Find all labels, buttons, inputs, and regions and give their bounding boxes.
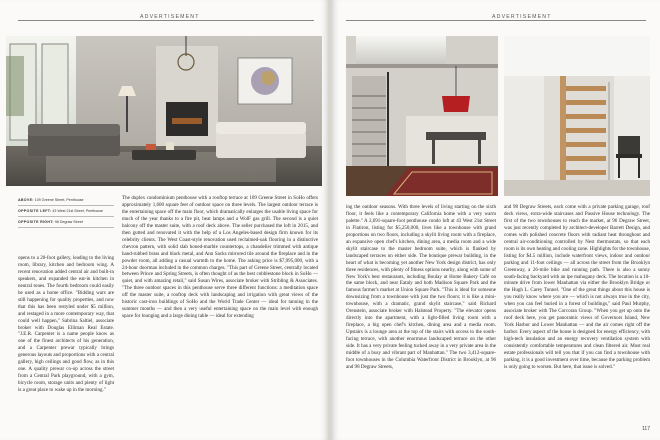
right-header-rule (346, 20, 646, 21)
staircase-illustration (346, 36, 498, 196)
caption-opposite-left: OPPOSITE LEFT: 43 West 21st Street, Penthouse (18, 206, 114, 217)
photo-caption-block (18, 195, 114, 228)
article-text: opens to a 20-foot gallery, leading to the living room, library, kitchen and bedroom wing. A recent renovation added central air and built-in speakers, and expanded the eat-in kitchen in neutral tones. The fourth bedroom could easily be used as a home office. "Bidding wars are still happening for quality properties, and now that this has been restyled under $5 million, and restaged in a more contemporary way, that could well happen," Sabrina Saltiel, associate broker with Douglas Elliman Real Estate. "J.E.R. Carpenter is a name people know as one of the finest architects of his generation, and a Carpenter prewar typically brings generous layouts and proportions with a central gallery, high ceilings and good flow, as in this one. A quality prewar co-op across the street from a Central Park playground, with a gym, bicycle room, storage units and plenty of light is a great place to wake up in the morning." (18, 255, 114, 394)
caption-above: ABOVE: 109 Greene Street, Penthouse (18, 195, 114, 206)
modern-stair-illustration (504, 36, 650, 196)
left-page-column-1 (18, 255, 114, 430)
right-page-header: ADVERTISEMENT (492, 14, 552, 20)
article-text: The duplex condominium penthouse with a rooftop terrace at 109 Greene Street in SoHo offers approximately 1,600 square feet of outdoor space on three levels. The largest outdoor terrace is the entertaining space off the main floor, which dramatically enlarges the usable living space for much of the year thanks to a fire pit, heat lamps and a WolF gas grill. The second is a quiet balcony off the master suite, with a roof deck above. The seller purchased the loft in 2015, and then gutted and renovated it with the help of a Los Angeles-based design firm known for its celebrity clients. The West Coast-style renovation used reclaimed-oak flooring in a distinctive chevron pattern, with solid slab honed-marble countertops, a chandelier trimmed with antique hand-rubbed brass and black metal, and Ann Sacks mirrored tile around the fireplace and in the powder room, all adding a casual warmth to the home. The asking price is $7,995,000, with a 24-hour doorman included in the common charges. "This part of Greene Street, centrally located between Prince and Spring Streets, is often thought of as the best cobblestone block in SoHo — quiet, and with amazing retail," said Susan Wires, associate broker with Stribling & Associates. "The three outdoor spaces in this penthouse serve three different functions: a meditation space off the master suite, a rooftop deck with landscaping and irrigation with great views of the historic cast-iron buildings of SoHo and the World Trade Center — ideal for tanning in the summer months — and then a very useful entertaining space on the main level with enough space for lounging and a large dining table — ideal for extending (122, 195, 318, 320)
right-page-column-1 (346, 204, 496, 430)
article-text: and 98 Degraw Streets, each come with a private parking garage, roof deck views, extra-wide staircases and Passive House technology. The first of the two townhouses to reach the market, at 96 Degraw Street, was just recently completed by architect-developer Barrett Design, and comes with polished concrete floors with radiant heat throughout and central air-conditioning controlled by Nest thermostats, so that each room is its own heating and cooling zone. Highlights for the townhouse, listing for $4.5 million, include waterfront views, indoor and outdoor parking and 11-foot ceilings — all across the street from the Brooklyn Greenway, a 26-mile bike and running path. There is also a sunny south-facing backyard with an ipe mahogany deck. The location is a 10-minute drive from lower Manhattan via either the Brooklyn Bridge or the Hugh L. Carey Tunnel. "One of the great things about this house is you really know where you are — which is not always true in the city, when you can feel buried in a forest of buildings," said Paul Murphy, associate broker with The Corcoran Group. "When you get up onto the roof deck here, you get panoramic views of Governors Island, New York Harbor and Lower Manhattan — and the air comes right off the harbor. Every aspect of the house is designed for energy efficiency, with high-tech insulation and an energy recovery ventilation system with consistently comfortable temperatures and clean filtered air. Most real estate professionals will tell you that if you can find a townhouse with parking, it is a good investment over time, because the parking problem is only going to worsen. But here, that issue is solved." (504, 204, 650, 370)
living-room-photo (6, 36, 322, 186)
left-page-column-2 (122, 195, 318, 431)
right-page-column-2 (504, 204, 650, 430)
page-number: 117 (642, 426, 650, 432)
staircase-photo (346, 36, 498, 196)
right-page (332, 0, 660, 440)
living-room-illustration (6, 36, 322, 186)
modern-stair-photo (504, 36, 650, 196)
article-text: ing the outdoor seasons. With three levels of living starting on the sixth floor, it feels like a contemporary California home with a very warm palette." A 2,691-square-foot penthouse condo loft at 43 West 21st Street in Flatiron, listing for $5,250,000, lives like a townhouse with grand proportions on two floors, including a skylit living room with a fireplace, an expansive open chef's kitchen, dining area, a media room and a wide skylit staircase to the master bedroom suite, which is flanked by landscaped terraces on either side. The boutique prewar building, in the heart of what is becoming yet another New York design district, has only three residences, with plenty of fitness options nearby, along with some of New York's best restaurants, including Boulay at Home Bakery Café on the same block, and near Eataly and both Madison Square Park and the famous farmer's market at Union Square Park. "This is ideal for someone downsizing from a townhouse with just the two floors; it is like a mini-townhouse, with a dramatic, grand skylit staircase," said Richard Orenstein, associate broker with Halstead Property. "The elevator opens directly into the apartment, with a light-filled living room with a fireplace, a big open chef's kitchen, dining area and a media room. Upstairs is a lounge area at the top of the stairs with access to the south-facing terrace, with another enormous landscaped terrace on the other side. It has a very private feeling tucked away in a very private area in the middle of a busy and vibrant part of Manhattan." The two 3,412-square-foot townhouses in the Columbia Waterfront District in Brooklyn, at 96 and 98 Degraw Streets, (346, 204, 496, 370)
left-page (0, 0, 328, 440)
left-header-rule (18, 20, 314, 21)
caption-opposite-right: OPPOSITE RIGHT: 98 Degraw Street (18, 217, 114, 228)
left-page-header: ADVERTISEMENT (140, 14, 200, 20)
